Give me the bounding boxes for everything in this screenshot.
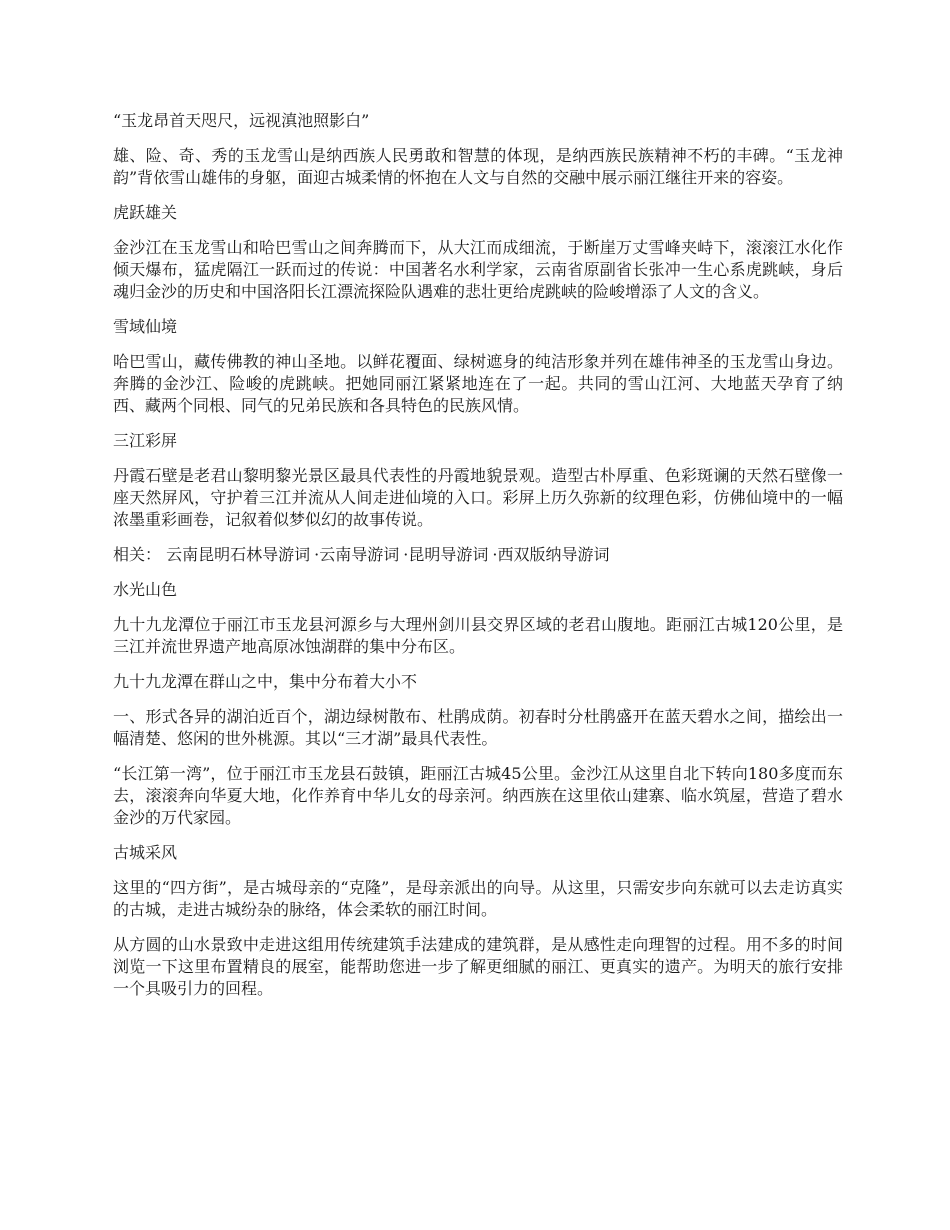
related-links (113, 544, 843, 566)
heading-shuiguang: 水光山色 (113, 580, 178, 599)
paragraph-sifangjie: 这里的“四方街”，是古城母亲的“克隆”，是母亲派出的向导。从这里，只需安步向东就可以去走访真实的古城，走进古城纷杂的脉络，体会柔软的丽江时间。 (113, 878, 843, 919)
paragraph-jianzhu: 从方圆的山水景致中走进这组用传统建筑手法建成的建筑群，是从感性走向理智的过程。用不多的时间浏览一下这里布置精良的展室，能帮助您进一步了解更细腻的丽江、更真实的遗产。为明天的旅行安排一个具吸引力的回程。 (113, 935, 843, 998)
heading-sanjiang: 三江彩屏 (113, 431, 178, 450)
quote-heading: “玉龙昂首天咫尺，远视滇池照影白” (113, 111, 370, 130)
related-link-yunnan[interactable]: 云南导游词 (319, 545, 400, 564)
document-page (113, 110, 843, 1013)
paragraph-longtan-lakes: 一、形式各异的湖泊近百个，湖边绿树散布、杜鹃成荫。初春时分杜鹃盛开在蓝天碧水之间，描绘出一幅清楚、悠闲的世外桃源。其以“三才湖”最具代表性。 (113, 707, 843, 748)
paragraph-huyue: 金沙江在玉龙雪山和哈巴雪山之间奔腾而下，从大江而成细流，于断崖万丈雪峰夹峙下，滚滚江水化作倾天爆布，猛虎隔江一跃而过的传说：中国著名水利学家，云南省原副省长张冲一生心系虎跳峡，身后魂归金沙的历史和中国洛阳长江漂流探险队遇难的悲壮更给虎跳峡的险峻增添了人文的含义。 (113, 238, 843, 301)
heading-gucheng: 古城采风 (113, 843, 178, 862)
related-separator: · (403, 545, 409, 564)
paragraph-yulong: 雄、险、奇、秀的玉龙雪山是纳西族人民勇敢和智慧的体现，是纳西族民族精神不朽的丰碑。“玉龙神韵”背依雪山雄伟的身躯，面迎古城柔情的怀抱在人文与自然的交融中展示丽江继往开来的容姿。 (113, 146, 843, 187)
related-link-xishuangbanna[interactable]: 西双版纳导游词 (497, 545, 610, 564)
paragraph-xueyu: 哈巴雪山，藏传佛教的神山圣地。以鲜花覆面、绿树遮身的纯洁形象并列在雄伟神圣的玉龙雪山身边。奔腾的金沙江、险峻的虎跳峡。把她同丽江紧紧地连在了一起。共同的雪山江河、大地蓝天孕育了纳西、藏两个同根、同气的兄弟民族和各具特色的民族风情。 (113, 352, 843, 415)
heading-huyue: 虎跃雄关 (113, 203, 178, 222)
heading-xueyu: 雪域仙境 (113, 317, 178, 336)
related-label: 相关： (113, 545, 162, 564)
related-separator: · (314, 545, 320, 564)
paragraph-sanjiang: 丹霞石壁是老君山黎明黎光景区最具代表性的丹霞地貌景观。造型古朴厚重、色彩斑谰的天然石壁像一座天然屏风，守护着三江并流从人间走进仙境的入口。彩屏上历久弥新的纹理色彩，仿佛仙境中的一幅浓墨重彩画卷，记叙着似梦似幻的故事传说。 (113, 466, 843, 529)
related-separator: · (492, 545, 498, 564)
related-link-shilin[interactable]: 云南昆明石林导游词 (166, 545, 311, 564)
paragraph-longtan-intro: 九十九龙潭在群山之中，集中分布着大小不 (113, 672, 418, 691)
related-link-kunming[interactable]: 昆明导游词 (408, 545, 489, 564)
paragraph-changjiang: “长江第一湾”，位于丽江市玉龙县石鼓镇，距丽江古城45公里。金沙江从这里自北下转向180多度而东去，滚滚奔向华夏大地，化作养育中华儿女的母亲河。纳西族在这里依山建寨、临水筑屋，营造了碧水金沙的万代家园。 (113, 764, 843, 827)
paragraph-longtan-location: 九十九龙潭位于丽江市玉龙县河源乡与大理州剑川县交界区域的老君山腹地。距丽江古城120公里，是三江并流世界遗产地高原冰蚀湖群的集中分布区。 (113, 615, 843, 656)
